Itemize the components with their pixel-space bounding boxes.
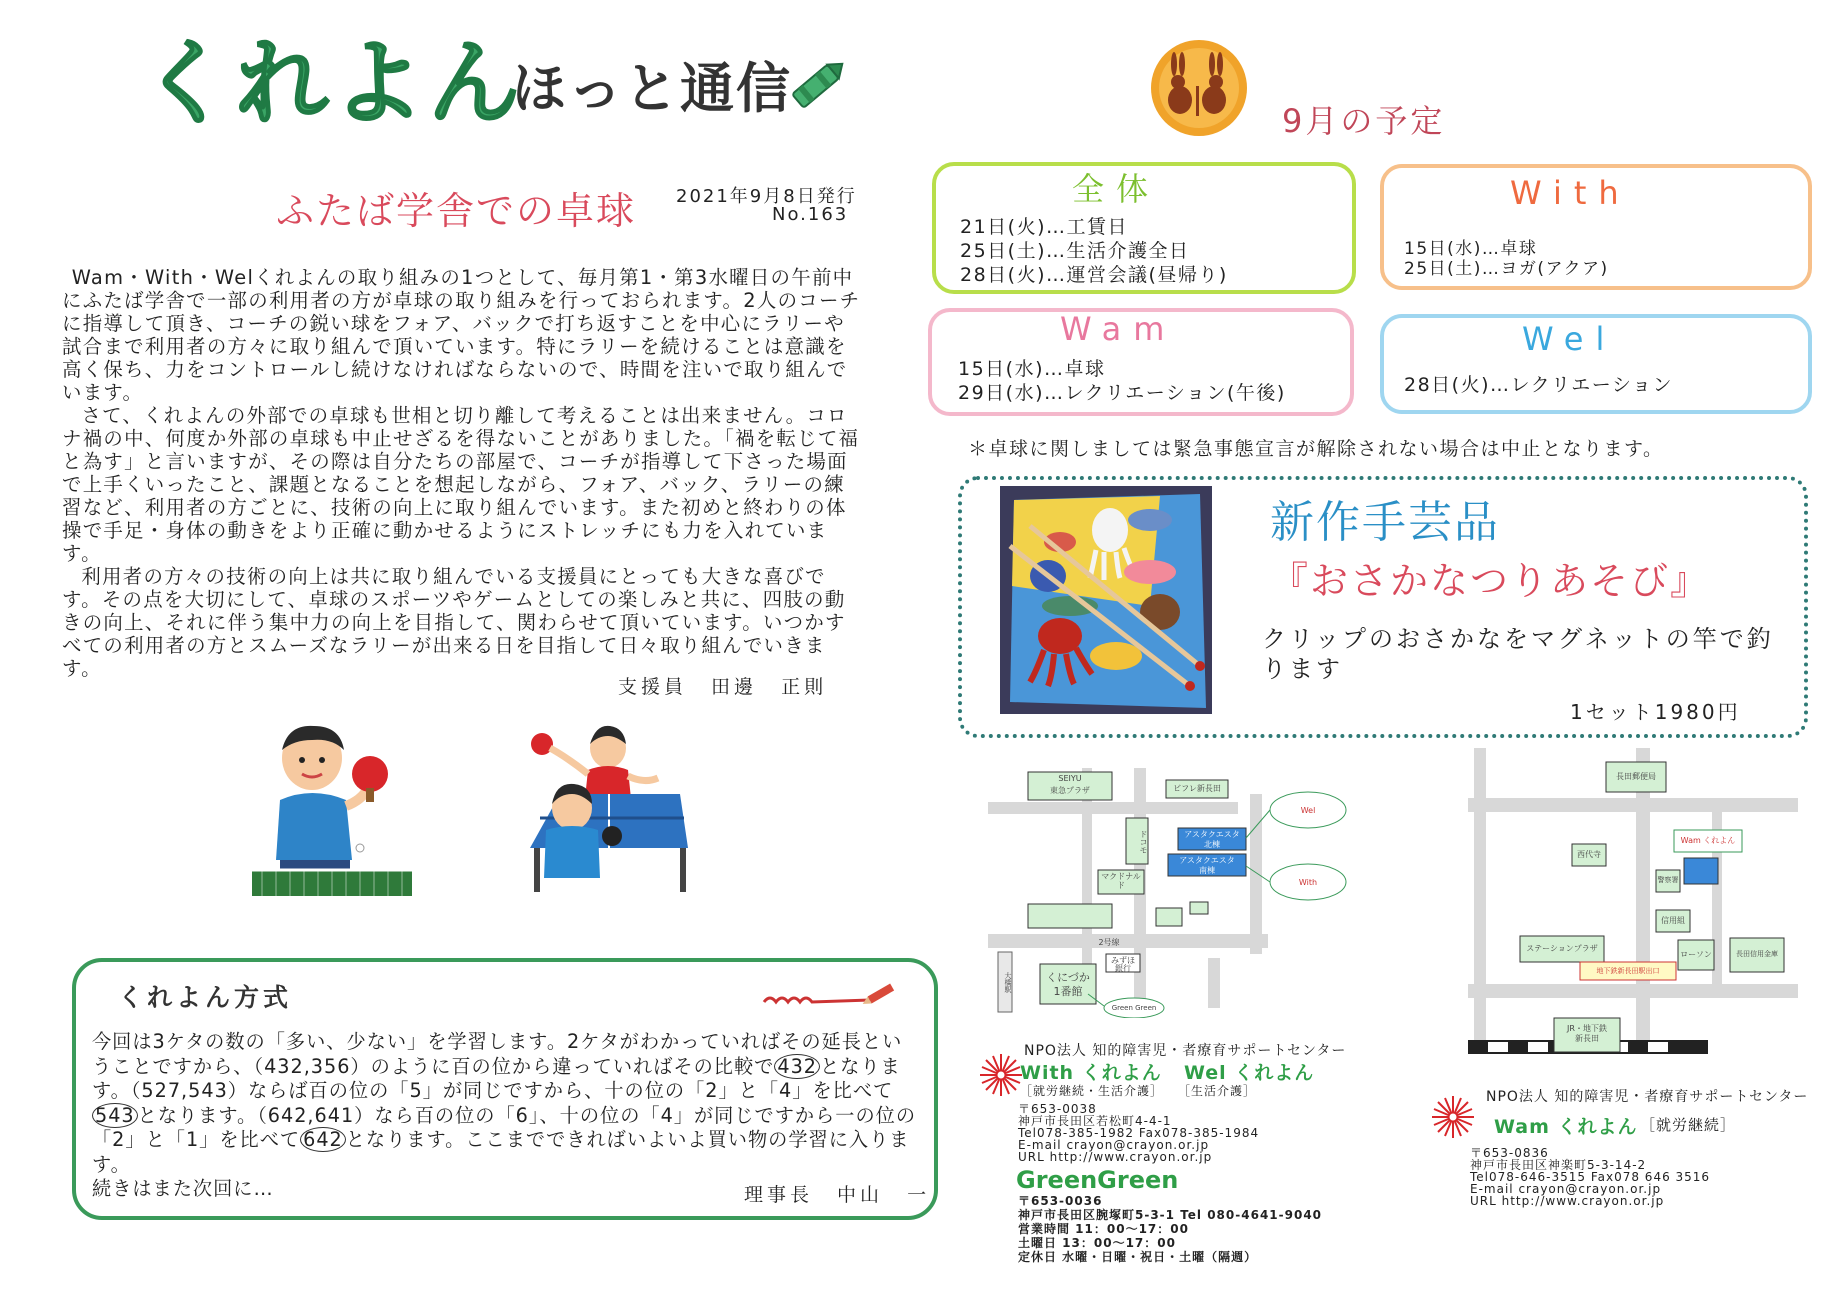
map-label-astakuesta-north-b: 北棟 xyxy=(1204,840,1220,849)
map-wam xyxy=(1468,748,1798,1060)
method-text-5: 続きはまた次回に… xyxy=(92,1177,274,1200)
schedule-wel-title: Wel xyxy=(1522,320,1617,358)
contact-right-tel: Tel078-646-3515 Fax078 646 3516 xyxy=(1470,1170,1711,1184)
circled-answer-2: 543 xyxy=(92,1103,138,1128)
map-label-bifure: ビフレ新長田 xyxy=(1173,784,1221,793)
contact-with-name: With くれよん xyxy=(1020,1062,1162,1084)
circled-answer-3: 642 xyxy=(300,1127,346,1152)
map-label-station-plaza: ステーションプラザ xyxy=(1526,944,1598,953)
article-title: ふたば学舎での卓球 xyxy=(276,189,637,233)
contact-left-email: E-mail crayon@crayon.or.jp xyxy=(1018,1138,1210,1152)
table-tennis-boy-illustration xyxy=(252,720,412,904)
map-label-credit: 長田信用金庫 xyxy=(1736,950,1778,958)
contact-left-zip: 〒653-0038 xyxy=(1018,1102,1097,1116)
map-label-tokyu-plaza: 東急プラザ xyxy=(1050,786,1090,795)
contact-wam-name: Wam くれよん xyxy=(1494,1116,1638,1138)
greengreen-hours: 営業時間 11：00～17：00 xyxy=(1018,1222,1189,1236)
contact-right-org: NPO法人 知的障害児・者療育サポートセンター xyxy=(1486,1089,1809,1105)
crayon-icon xyxy=(782,50,852,124)
greengreen-address: 神戸市長田区腕塚町5-3-1 Tel 080-4641-9040 xyxy=(1018,1208,1323,1222)
article-body xyxy=(62,266,862,680)
method-body xyxy=(92,1030,922,1202)
map-label-jr: JR・地下鉄 xyxy=(1567,1024,1607,1033)
contact-right-email: E-mail crayon@crayon.or.jp xyxy=(1470,1182,1662,1196)
map-label-astakuesta-north: アスタクエスタ xyxy=(1184,830,1240,839)
schedule-with-item: 25日(土)…ヨガ(アクア) xyxy=(1404,259,1609,279)
contact-right-url: URL http://www.crayon.or.jp xyxy=(1470,1194,1665,1208)
sunburst-logo-icon xyxy=(978,1052,1024,1102)
circled-answer-1: 432 xyxy=(774,1054,820,1079)
sunburst-logo-icon xyxy=(1430,1094,1476,1144)
article-paragraph: 利用者の方々の技術の向上は共に取り組んでいる支援員にとっても大きな喜びです。その点を大切にして、卓球のスポーツやゲームとしての楽しみと共に、四肢の動きの向上、それに伴う集中力の向上を目指して、関わらせて頂いています。いつかすべての利用者の方とスムーズなラリーが出来る日を目指して日々取り組んでいきます。 xyxy=(62,565,846,680)
map-label-kunizuka-1: 1番館 xyxy=(1053,985,1083,998)
method-text-2: となります。（527,543）ならば百の位の「5」が同じですから、十の位の「2」と「4」を比べて xyxy=(92,1054,901,1102)
rabbit-moon-icon xyxy=(1144,38,1254,142)
schedule-with-title: With xyxy=(1510,174,1631,212)
contact-wel-name: Wel くれよん xyxy=(1184,1062,1315,1084)
method-text-1: 今回は3ケタの数の「多い、少ない」を学習します。2ケタがわかっていればその延長ということですから、（432,356）のように百の位から違っていればその比較で xyxy=(92,1030,903,1078)
map-label-with: With xyxy=(1298,878,1318,887)
article-paragraph: Wam・With・Welくれよんの取り組みの1つとして、毎月第1・第3水曜日の午前中にふたば学舎で一部の利用者の方が卓球の取り組みを行っておられます。2人のコーチに指導して頂き、コーチの鋭い球をフォア、バックで打ち返すことを中心にラリーや試合まで利用者の方々に取り組んで頂いています。特にラリーを続けることは意識を高く保ち、力をコントロールし続けなければならないので、時間を注いで取り組んでいます。 xyxy=(62,266,861,404)
pencil-scribble-icon xyxy=(760,980,900,1014)
contact-left-address: 神戸市長田区若松町4-4-1 xyxy=(1018,1114,1172,1128)
map-label-wel: Wel xyxy=(1300,806,1316,815)
schedule-all-item: 21日(火)…工賃日 xyxy=(960,216,1129,238)
masthead-subtitle: ほっと通信 xyxy=(512,57,792,120)
map-label-astakuesta-south-b: 南棟 xyxy=(1199,866,1215,875)
table-tennis-match-illustration xyxy=(520,718,690,902)
contact-with-type: ［就労継続・生活介護］ xyxy=(1020,1084,1164,1098)
schedule-wam-title: Wam xyxy=(1060,310,1177,348)
issue-number: No.163 xyxy=(772,204,849,225)
greengreen-saturday: 土曜日 13：00～17：00 xyxy=(1018,1236,1176,1250)
map-label-route2: 2号線 xyxy=(1098,938,1120,947)
greengreen-closed: 定休日 水曜・日曜・祝日・土曜（隔週） xyxy=(1018,1250,1258,1264)
contact-wam-type: ［就労継続］ xyxy=(1640,1116,1737,1134)
schedule-all-item: 28日(火)…運営会議(昼帰り) xyxy=(960,264,1228,286)
fishing-toy-photo xyxy=(1000,486,1212,718)
map-label-subway-exit: 地下鉄新長田駅出口 xyxy=(1596,967,1660,975)
craft-description: クリップのおさかなをマグネットの竿で釣ります xyxy=(1262,625,1774,683)
method-text-3: となります。（642,641）なら百の位の「6」、十の位の「4」が同じですから一の位の「2」と「1」を比べて xyxy=(92,1103,917,1151)
map-label-greengreen: Green Green xyxy=(1111,1004,1157,1012)
schedule-with-item: 15日(水)…卓球 xyxy=(1404,239,1538,259)
greengreen-name: GreenGreen xyxy=(1016,1166,1179,1194)
map-label-ohashi: 大橋駅 xyxy=(1004,971,1012,993)
map-label-docomo: ドコモ xyxy=(1139,830,1148,854)
article-author: 支援員 田邊 正則 xyxy=(618,676,828,698)
schedule-wam-item: 15日(水)…卓球 xyxy=(958,358,1106,380)
article-paragraph: さて、くれよんの外部での卓球も世相と切り離して考えることは出来ません。コロナ禍の中、何度か外部の卓球も中止せざるを得ないことがありました。「禍を転じて福と為す」と言いますが、その際は自分たちの部屋で、コーチが指導して下さった場面で上手くいったこと、課題となることを想起しながら、フォア、バック、ラリーの練習など、利用者の方ごとに、技術の向上に取り組んでいます。また初めと終わりの体操で手足・身体の動きをより正確に動かせるようにストレッチにも力を入れています。 xyxy=(62,404,860,565)
schedule-all-item: 25日(土)…生活介護全日 xyxy=(960,240,1190,262)
map-label-police: 警察署 xyxy=(1657,876,1679,884)
craft-title: 新作手芸品 xyxy=(1270,497,1500,548)
schedule-note: ＊卓球に関しましては緊急事態宣言が解除されない場合は中止となります。 xyxy=(968,438,1664,460)
map-label-jr-shin-nagata: 新長田 xyxy=(1575,1034,1599,1043)
contact-right-zip: 〒653-0836 xyxy=(1470,1146,1549,1160)
map-label-nishidai: 西代寺 xyxy=(1577,850,1601,859)
schedule-wam-item: 29日(水)…レクリエーション(午後) xyxy=(958,382,1286,404)
craft-price: 1セット1980円 xyxy=(1570,700,1741,724)
map-label-wam: Wam くれよん xyxy=(1680,836,1736,845)
contact-right-address: 神戸市長田区神楽町5-3-14-2 xyxy=(1470,1158,1647,1172)
map-label-mizuho: みずほ xyxy=(1111,956,1135,965)
map-label-lawson: ローソン xyxy=(1680,950,1712,959)
craft-name: 『おさかなつりあそび』 xyxy=(1270,559,1711,603)
schedule-title: 9月の予定 xyxy=(1282,102,1446,140)
contact-left-org: NPO法人 知的障害児・者療育サポートセンター xyxy=(1024,1043,1347,1059)
greengreen-zip: 〒653-0036 xyxy=(1018,1194,1103,1208)
map-label-astakuesta-south: アスタクエスタ xyxy=(1179,856,1235,865)
masthead-title: くれよん xyxy=(140,30,525,137)
map-label-nagata-post: 長田郵便局 xyxy=(1616,772,1656,781)
issue-date: 2021年9月8日発行 xyxy=(676,186,857,207)
map-label-bank: 信用組 xyxy=(1661,916,1685,925)
method-title: くれよん方式 xyxy=(118,983,293,1012)
method-author: 理事長 中山 一 xyxy=(744,1184,931,1206)
contact-left-tel: Tel078-385-1982 Fax078-385-1984 xyxy=(1018,1126,1260,1140)
schedule-all-title: 全体 xyxy=(1072,170,1161,208)
schedule-wel-item: 28日(火)…レクリエーション xyxy=(1404,374,1673,396)
contact-left-url: URL http://www.crayon.or.jp xyxy=(1018,1150,1213,1164)
map-label-mcdonalds: マクドナルド xyxy=(1101,872,1141,890)
map-label-seiyu: SEIYU xyxy=(1058,774,1082,783)
method-text-4: となります。ここまでできればいよいよ買い物の学習に入ります。 xyxy=(92,1128,910,1176)
map-with-wel xyxy=(988,758,1348,1018)
map-label-mizuho-bank: 銀行 xyxy=(1115,964,1131,973)
map-label-kunizuka: くにづか xyxy=(1046,971,1090,984)
contact-wel-type: ［生活介護］ xyxy=(1178,1084,1257,1098)
